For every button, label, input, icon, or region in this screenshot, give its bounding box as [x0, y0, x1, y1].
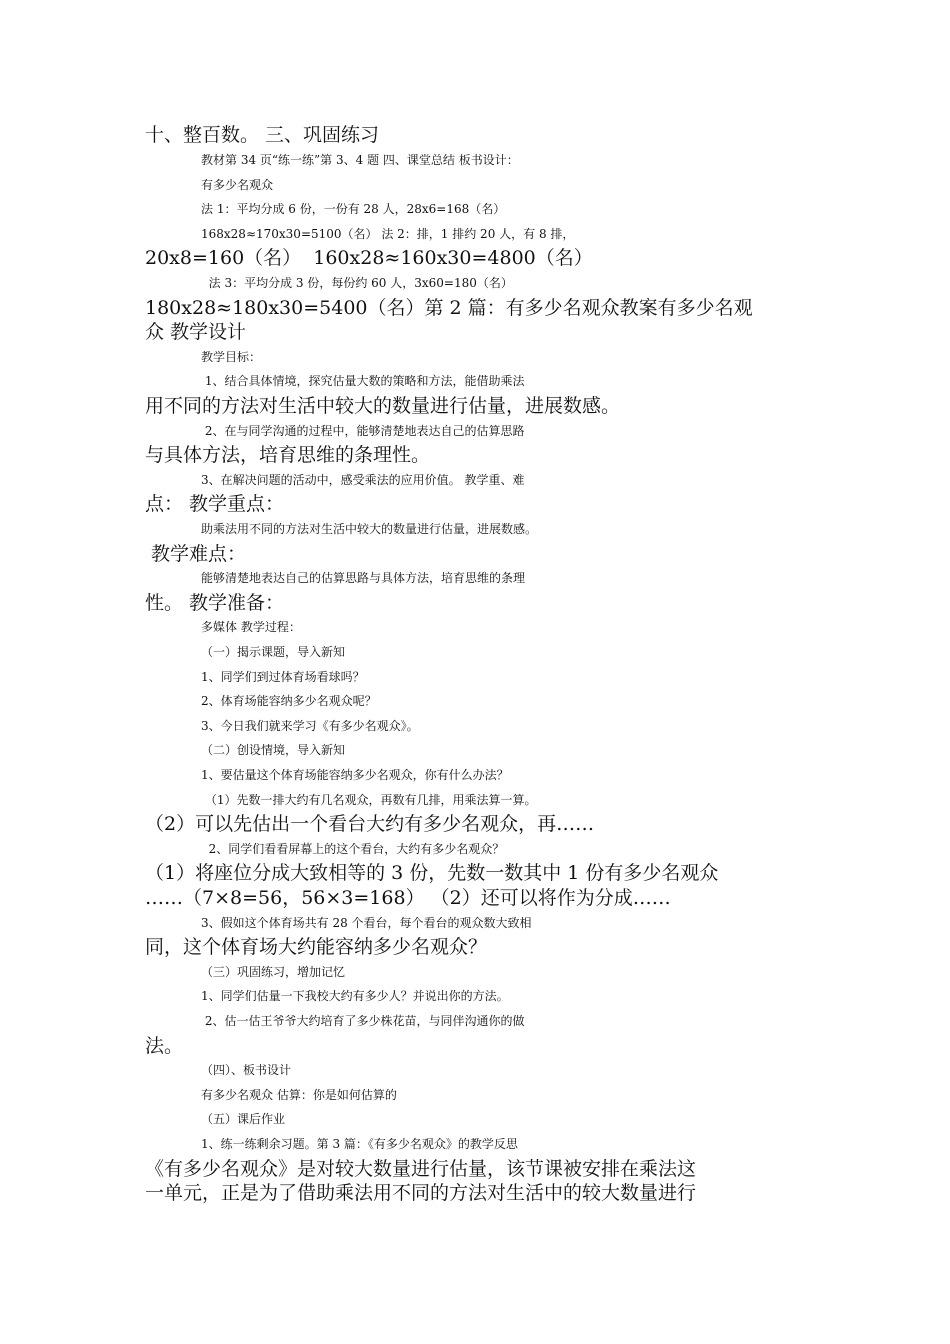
text-line: 20x8=160（名） 160x28≈160x30=4800（名） — [145, 247, 593, 270]
text-line: 十、整百数。 三、巩固练习 — [145, 124, 380, 146]
text-line: （二）创设情境，导入新知 — [201, 743, 346, 758]
text-line: 与具体方法，培育思维的条理性。 — [145, 444, 431, 467]
text-line: （1）将座位分成大致相等的 3 份，先数一数其中 1 份有多少名观众 — [145, 862, 719, 885]
text-line: 点： 教学重点： — [145, 493, 285, 516]
text-line: 3、在解决问题的活动中，感受乘法的应用价值。 教学重、难 — [201, 472, 525, 487]
text-line: 法 3：平均分成 3 份，每份约 60 人，3x60=180（名） — [201, 276, 513, 290]
text-line: 教学难点： — [145, 542, 247, 565]
text-line: 2、体育场能容纳多少名观众呢？ — [201, 694, 377, 709]
text-line: （三）巩固练习，增加记忆 — [201, 964, 346, 979]
text-line: 1、同学们估量一下我校大约有多少人？并说出你的方法。 — [201, 989, 509, 1004]
text-line: 1、要估量这个体育场能容纳多少名观众，你有什么办法？ — [201, 768, 509, 782]
text-line: 法。 — [145, 1034, 184, 1057]
text-line: （1）先数一排大约有几名观众，再数有几排，用乘法算一算。 — [201, 792, 537, 807]
text-line: 一单元，正是为了借助乘法用不同的方法对生活中的较大数量进行 — [145, 1182, 697, 1205]
text-line: 有多少名观众 估算：你是如何估算的 — [201, 1087, 397, 1102]
text-line: 1、同学们到过体育场看球吗？ — [201, 669, 365, 684]
text-line: 168x28≈170x30=5100（名） 法 2：排，1 排约 20 人，有 8 排， — [201, 226, 575, 241]
text-line: 2、在与同学沟通的过程中，能够清楚地表达自己的估算思路 — [201, 423, 525, 438]
text-line: 能够清楚地表达自己的估算思路与具体方法，培育思维的条理 — [201, 571, 526, 586]
text-line: 教学目标： — [201, 349, 262, 364]
text-line: 教材第 34 页“练一练”第 3、4 题 四、课堂总结 板书设计： — [201, 153, 519, 167]
text-line: （五）课后作业 — [201, 1112, 286, 1127]
text-line: 性。 教学准备： — [145, 591, 285, 614]
text-line: 同，这个体育场大约能容纳多少名观众？ — [145, 936, 488, 959]
text-line: 众 教学设计 — [145, 321, 247, 344]
text-line: （一）揭示课题，导入新知 — [201, 645, 346, 659]
text-line: 3、今日我们就来学习《有多少名观众》。 — [201, 718, 419, 733]
text-line: 助乘法用不同的方法对生活中较大的数量进行估量，进展数感。 — [201, 522, 538, 536]
text-line: （四）、板书设计 — [201, 1063, 292, 1078]
text-line: 有多少名观众 — [201, 177, 274, 192]
text-line: 3、假如这个体育场共有 28 个看台，每个看台的观众数大致相 — [201, 915, 532, 930]
text-line: 法 1：平均分成 6 份，一份有 28 人，28x6=168（名） — [201, 202, 506, 217]
text-line: 1、结合具体情境，探究估量大数的策略和方法，能借助乘法 — [201, 374, 525, 389]
text-line: 《有多少名观众》是对较大数量进行估量，该节课被安排在乘法这 — [145, 1157, 697, 1180]
text-line: 180x28≈180x30=5400（名）第 2 篇：有多少名观众教案有多少名观 — [145, 296, 753, 319]
text-line: 用不同的方法对生活中较大的数量进行估量，进展数感。 — [145, 395, 621, 417]
text-line: ……（7×8=56，56×3=168） （2）还可以将作为分成…… — [145, 887, 671, 909]
text-line: （2）可以先估出一个看台大约有多少名观众，再…… — [145, 813, 595, 836]
text-line: 2、同学们看看屏幕上的这个看台，大约有多少名观众？ — [201, 841, 505, 856]
text-line: 1、练一练剩余习题。第 3 篇：《有多少名观众》的教学反思 — [201, 1137, 518, 1151]
text-line: 2、估一估王爷爷大约培育了多少株花苗，与同伴沟通你的做 — [201, 1014, 525, 1028]
text-line: 多媒体 教学过程： — [201, 620, 301, 635]
